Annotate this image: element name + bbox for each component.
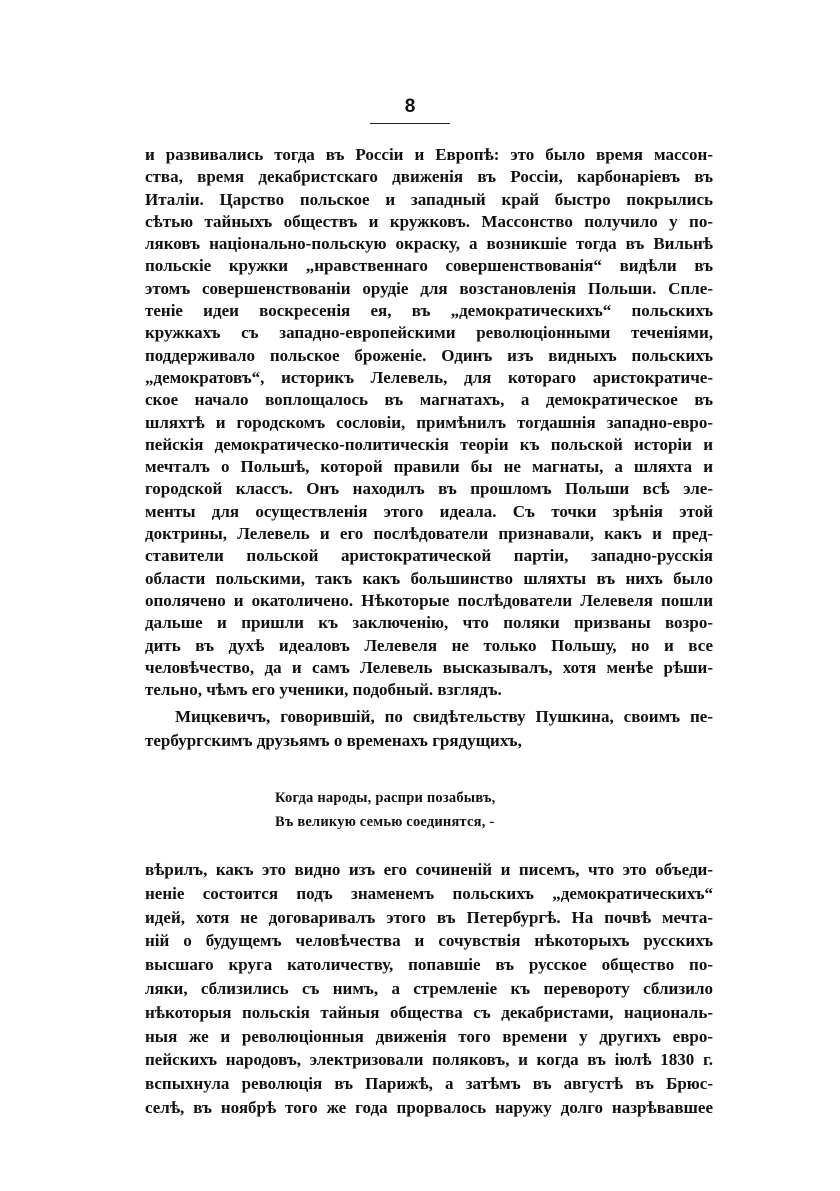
text-line: ляковъ національно-польскую окраску, а возникшіе тогда въ Вильнѣ [145,234,713,254]
text-line: польскіе кружки „нравственнаго совершенствованія“ видѣли въ [145,256,713,276]
paragraph-1 [145,144,713,701]
text-line: ское начало воплощалось въ магнатахъ, а демократическое въ [145,390,713,410]
text-line: теніе идеи воскресенія ея, въ „демократическихъ“ польскихъ [145,301,713,321]
text-line: шляхтѣ и городскомъ сословіи, примѣнилъ тогдашнія западно-евро- [145,412,713,432]
text-line: тельно, чѣмъ его ученики, подобный. взглядъ. [145,680,502,700]
text-line: поддерживало польское броженіе. Одинъ изъ видныхъ польскихъ [145,345,713,365]
text-line: ополячено и окатоличено. Нѣкоторые послѣдователи Лелевеля пошли [145,590,713,610]
text-line: пейскія демократическо-политическія теоріи къ польской исторіи и [145,434,713,454]
text-line: вспыхнула революція въ Парижѣ, а затѣмъ въ августѣ въ Брюс- [145,1074,713,1094]
text-line: Италіи. Царство польское и западный край быстро покрылись [145,189,713,209]
text-line: городской классъ. Онъ находилъ въ прошломъ Польши всѣ эле- [145,479,713,499]
text-line: мечталъ о Польшѣ, которой правили бы не магнаты, а шляхта и [145,457,713,477]
text-line: вѣрилъ, какъ это видно изъ его сочиненій и писемъ, что это объеди- [145,860,713,879]
text-line: „демократовъ“, историкъ Лелевель, для котораго аристократиче- [145,367,713,387]
text-line: тербургскимъ друзьямъ о временахъ грядущихъ, [145,730,522,750]
text-line: и развивались тогда въ Россіи и Европѣ: это было время массон- [145,145,713,164]
text-line: менты для осуществленія этого идеала. Съ точки зрѣнія этой [145,501,713,521]
text-line: области польскими, такъ какъ большинство шляхты въ нихъ было [145,568,713,588]
text-line: дить въ духѣ идеаловъ Лелевеля не только Польшу, но и все [145,635,713,655]
text-line: ныя же и революціонныя движенія того времени у другихъ евро- [145,1026,713,1046]
text-line: ства, время декабристскаго движенія въ Россіи, карбонаріевъ въ [145,167,713,187]
verse-line: Когда народы, распри позабывъ, [275,790,496,806]
text-line: ляки, сблизились съ нимъ, а стремленіе къ перевороту сблизило [145,978,713,998]
header-rule [370,123,450,124]
text-line: неніе состоится подъ знаменемъ польскихъ „демократическихъ“ [145,883,713,903]
text-line: ставители польской аристократической партіи, западно-русскія [145,546,713,566]
paragraph-3 [145,858,713,1120]
verse-quote [275,786,495,834]
paragraph-2 [145,705,713,753]
text-line: кружкахъ съ западно-европейскими революціонными теченіями, [145,323,713,343]
text-line: ній о будущемъ человѣчества и сочувствія нѣкоторыхъ русскихъ [145,931,713,951]
page-number: 8 [404,96,416,117]
text-line: доктрины, Лелевель и его послѣдователи признавали, какъ и пред- [145,524,713,544]
text-line: селѣ, въ ноябрѣ того же года прорвалось наружу долго назрѣвавшее [145,1097,713,1117]
text-line: высшаго круга католичеству, попавшіе въ русское общество по- [145,955,713,975]
text-line: Мицкевичъ, говорившій, по свидѣтельству Пушкина, своимъ пе- [175,707,713,726]
text-line: пейскихъ народовъ, электризовали поляковъ, и когда въ іюлѣ 1830 г. [145,1050,713,1070]
text-line: сѣтью тайныхъ обществъ и кружковъ. Массонство получило у по- [145,211,713,231]
text-line: этомъ совершенствованіи орудіе для возстановленія Польши. Спле- [145,278,713,298]
text-line: нѣкоторыя польскія тайныя общества съ декабристами, националь- [145,1002,713,1022]
text-line: человѣчество, да и самъ Лелевель высказывалъ, хотя менѣе рѣши- [145,657,713,677]
verse-line: Въ великую семью соединятся, - [275,814,495,830]
text-line: идей, хотя не договаривалъ этого въ Петербургѣ. На почвѣ мечта- [145,907,713,927]
text-line: дальше и пришли къ заключенію, что поляки призваны возро- [145,613,713,633]
